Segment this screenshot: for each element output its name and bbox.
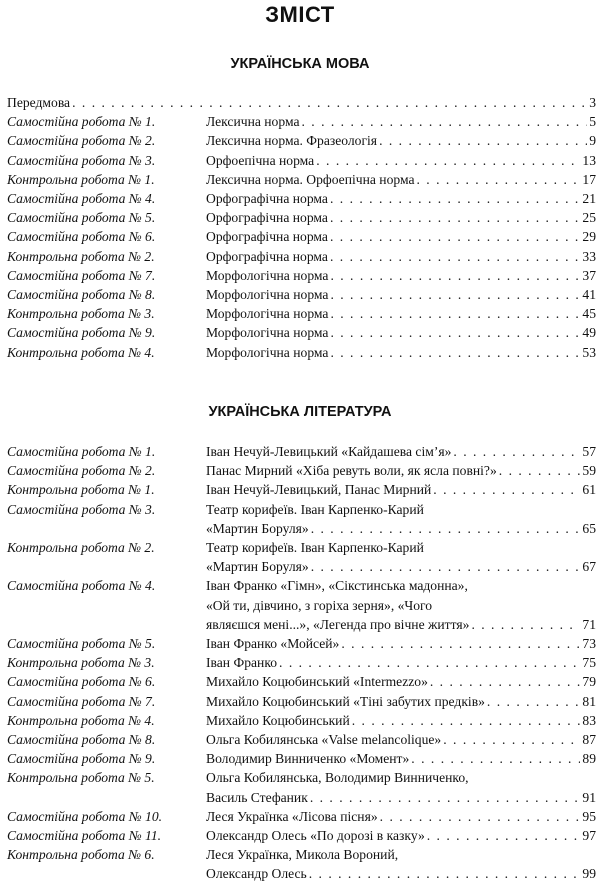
leader-dots	[330, 247, 580, 266]
toc-entry-title: Морфологічна норма	[206, 287, 329, 303]
toc-page-number: 91	[582, 789, 596, 805]
toc-entry-title: Морфологічна норма	[206, 306, 329, 322]
toc-entry-label: Самостійна робота № 11.	[7, 828, 162, 844]
leader-dots	[443, 730, 580, 749]
toc-entry[interactable]	[7, 442, 596, 461]
toc-entry-label: Контрольна робота № 3.	[7, 306, 155, 322]
toc-list-mova	[7, 93, 596, 362]
toc-entry-title: Олександр Олесь	[206, 866, 307, 882]
toc-entry-title: Володимир Винниченко «Момент»	[206, 751, 410, 767]
toc-entry[interactable]	[7, 112, 596, 131]
toc-entry-title: Морфологічна норма	[206, 325, 329, 341]
toc-entry-title: Іван Нечуй-Левицький, Панас Мирний	[206, 482, 432, 498]
toc-entry-label: Самостійна робота № 7.	[7, 267, 156, 283]
leader-dots	[330, 208, 580, 227]
toc-entry-label: Контрольна робота № 5.	[7, 770, 155, 786]
toc-entry-label: Передмова	[7, 95, 71, 110]
toc-entry-title: Ольга Кобилянська, Володимир Винниченко,	[206, 770, 469, 786]
toc-entry[interactable]	[7, 189, 596, 208]
toc-entry-label: Самостійна робота № 5.	[7, 636, 156, 652]
section-heading-literature: УКРАЇНСЬКА ЛІТЕРАТУРА	[208, 404, 392, 420]
leader-dots	[309, 864, 581, 883]
toc-page-number: 87	[582, 732, 596, 748]
toc-entry[interactable]	[7, 634, 596, 653]
toc-page-number: 65	[582, 520, 596, 536]
toc-entry-label: Самостійна робота № 8.	[7, 287, 156, 303]
toc-entry-label: Самостійна робота № 4.	[7, 191, 156, 207]
toc-entry-title: Морфологічна норма	[206, 344, 329, 360]
toc-entry[interactable]	[7, 247, 596, 266]
toc-entry-title: Орфографічна норма	[206, 191, 328, 207]
leader-dots	[330, 285, 580, 304]
section-heading-mova: УКРАЇНСЬКА МОВА	[230, 56, 370, 72]
toc-entry[interactable]	[7, 131, 596, 150]
toc-entry-label: Самостійна робота № 3.	[7, 501, 156, 517]
toc-entry[interactable]	[7, 151, 596, 170]
leader-dots	[487, 692, 580, 711]
toc-entry-title: Ольга Кобилянська «Valse melancolique»	[206, 732, 442, 748]
toc-page-number: 41	[582, 287, 596, 303]
toc-page-number: 89	[582, 751, 596, 767]
toc-page-number: 95	[582, 808, 596, 824]
toc-page-number: 73	[582, 636, 596, 652]
toc-page-number: 97	[582, 828, 596, 844]
toc-entry-label: Контрольна робота № 1.	[7, 482, 155, 498]
toc-entry-label: Самостійна робота № 9.	[7, 325, 156, 341]
leader-dots	[379, 131, 587, 150]
toc-entry[interactable]	[7, 285, 596, 304]
leader-dots	[427, 826, 581, 845]
toc-entry-title: Панас Мирний «Хіба ревуть воли, як ясла повні?»	[206, 463, 497, 479]
toc-entry[interactable]	[7, 170, 596, 189]
toc-entry-title: Морфологічна норма	[206, 267, 329, 283]
leader-dots	[430, 672, 581, 691]
leader-dots	[330, 189, 580, 208]
toc-entry[interactable]	[7, 266, 596, 285]
toc-entry[interactable]	[7, 208, 596, 227]
toc-entry-label: Самостійна робота № 10.	[7, 808, 163, 824]
toc-entry-label: Самостійна робота № 7.	[7, 693, 156, 709]
toc-page-number: 79	[582, 674, 596, 690]
toc-list-literature	[7, 442, 596, 884]
toc-entry[interactable]	[7, 730, 596, 749]
toc-page-number: 53	[582, 344, 596, 360]
toc-entry-title: Леся Українка «Лісова пісня»	[206, 808, 378, 824]
leader-dots	[411, 749, 580, 768]
toc-page-number: 5	[589, 114, 596, 130]
toc-page-number: 83	[582, 712, 596, 728]
leader-dots	[380, 807, 581, 826]
toc-entry-label: Самостійна робота № 6.	[7, 229, 156, 245]
toc-entry-title: «Ой ти, дівчино, з горіха зерня», «Чого	[206, 597, 433, 613]
toc-entry[interactable]	[7, 304, 596, 323]
toc-page-number: 99	[582, 866, 596, 882]
toc-entry-title: Лексична норма. Фразеологія	[206, 133, 378, 149]
toc-page-number: 75	[582, 655, 596, 671]
leader-dots	[499, 461, 581, 480]
toc-entry-title: «Мартин Боруля»	[206, 559, 309, 575]
toc-page-number: 49	[582, 325, 596, 341]
leader-dots	[311, 519, 581, 538]
toc-page-number: 59	[582, 463, 596, 479]
toc-page-number: 3	[589, 95, 596, 110]
toc-entry[interactable]	[7, 672, 596, 691]
toc-entry-title: Орфографічна норма	[206, 229, 328, 245]
leader-dots	[453, 442, 580, 461]
toc-entry[interactable]	[7, 500, 596, 538]
toc-entry-title: Орфографічна норма	[206, 248, 328, 264]
toc-entry-title: Лексична норма. Орфоепічна норма	[206, 171, 415, 187]
toc-entry-label: Самостійна робота № 2.	[7, 133, 156, 149]
toc-entry-title: Леся Українка, Микола Вороний,	[206, 847, 399, 863]
toc-entry-preface[interactable]	[7, 93, 596, 112]
toc-page-number: 81	[582, 693, 596, 709]
toc-entry[interactable]	[7, 807, 596, 826]
toc-entry-title: Театр корифеїв. Іван Карпенко-Карий	[206, 540, 424, 556]
toc-entry-title: Михайло Коцюбинський «Intermezzo»	[206, 674, 428, 690]
leader-dots	[433, 480, 580, 499]
toc-entry-title: Театр корифеїв. Іван Карпенко-Карий	[206, 501, 424, 517]
leader-dots	[330, 343, 580, 362]
leader-dots	[316, 151, 580, 170]
toc-entry[interactable]	[7, 538, 596, 576]
toc-entry-label: Самостійна робота № 9.	[7, 751, 156, 767]
toc-entry[interactable]	[7, 227, 596, 246]
toc-entry-label: Контрольна робота № 6.	[7, 847, 155, 863]
toc-entry-title: являєшся мені...», «Легенда про вічне життя»	[206, 616, 470, 632]
toc-entry-title: Іван Франко	[206, 655, 278, 671]
leader-dots	[311, 557, 581, 576]
toc-page-number: 57	[582, 444, 596, 459]
toc-page-number: 9	[589, 133, 596, 149]
leader-dots	[279, 653, 580, 672]
toc-entry-title: Василь Стефаник	[206, 789, 308, 805]
toc-entry[interactable]	[7, 343, 596, 362]
toc-entry-label: Контрольна робота № 4.	[7, 344, 155, 360]
toc-entry[interactable]	[7, 653, 596, 672]
toc-page-number: 61	[582, 482, 596, 498]
toc-entry-label: Контрольна робота № 2.	[7, 540, 155, 556]
leader-dots	[330, 227, 580, 246]
toc-entry-label: Самостійна робота № 6.	[7, 674, 156, 690]
toc-entry[interactable]	[7, 768, 596, 806]
toc-page-number: 17	[582, 171, 596, 187]
toc-entry[interactable]	[7, 461, 596, 480]
toc-entry[interactable]	[7, 845, 596, 883]
leader-dots	[301, 112, 587, 131]
leader-dots	[72, 93, 587, 112]
toc-entry-label: Контрольна робота № 4.	[7, 712, 155, 728]
toc-entry-title: Михайло Коцюбинський «Тіні забутих предків»	[206, 693, 485, 709]
toc-entry[interactable]	[7, 711, 596, 730]
leader-dots	[330, 323, 580, 342]
page-title: ЗМІСТ	[265, 2, 335, 27]
toc-entry-label: Самостійна робота № 8.	[7, 732, 156, 748]
leader-dots	[310, 788, 581, 807]
leader-dots	[471, 615, 580, 634]
toc-page-number: 67	[582, 559, 596, 575]
toc-entry-label: Самостійна робота № 4.	[7, 578, 156, 594]
toc-page-number: 25	[582, 210, 596, 226]
toc-page-number: 33	[582, 248, 596, 264]
toc-entry[interactable]	[7, 749, 596, 768]
leader-dots	[330, 304, 580, 323]
toc-entry-label: Самостійна робота № 1.	[7, 444, 156, 459]
toc-entry-label: Самостійна робота № 3.	[7, 152, 156, 168]
toc-entry[interactable]	[7, 826, 596, 845]
toc-entry-title: Іван Нечуй-Левицький «Кайдашева сім’я»	[206, 444, 452, 459]
toc-entry-label: Самостійна робота № 1.	[7, 114, 156, 130]
leader-dots	[330, 266, 580, 285]
toc-entry-title: «Мартин Боруля»	[206, 520, 309, 536]
toc-page-number: 13	[582, 152, 596, 168]
toc-entry-label: Контрольна робота № 2.	[7, 248, 155, 264]
toc-page-number: 71	[582, 616, 596, 632]
toc-entry-label: Самостійна робота № 5.	[7, 210, 156, 226]
toc-entry[interactable]	[7, 480, 596, 499]
toc-entry-title: Орфоепічна норма	[206, 152, 315, 168]
leader-dots	[341, 634, 580, 653]
toc-page-number: 21	[582, 191, 596, 207]
toc-entry[interactable]	[7, 323, 596, 342]
toc-entry[interactable]	[7, 576, 596, 634]
toc-page-number: 37	[582, 267, 596, 283]
leader-dots	[352, 711, 581, 730]
toc-entry-label: Контрольна робота № 1.	[7, 171, 155, 187]
toc-page-number: 29	[582, 229, 596, 245]
toc-entry[interactable]	[7, 692, 596, 711]
toc-entry-title: Лексична норма	[206, 114, 300, 130]
toc-entry-title: Іван Франко «Мойсей»	[206, 636, 340, 652]
toc-entry-title: Михайло Коцюбинський	[206, 712, 350, 728]
toc-page-number: 45	[582, 306, 596, 322]
leader-dots	[417, 170, 581, 189]
toc-entry-title: Іван Франко «Гімн», «Сікстинська мадонна»,	[206, 578, 468, 594]
toc-entry-label: Контрольна робота № 3.	[7, 655, 155, 671]
toc-entry-title: Олександр Олесь «По дорозі в казку»	[206, 828, 425, 844]
toc-entry-label: Самостійна робота № 2.	[7, 463, 156, 479]
toc-entry-title: Орфографічна норма	[206, 210, 328, 226]
